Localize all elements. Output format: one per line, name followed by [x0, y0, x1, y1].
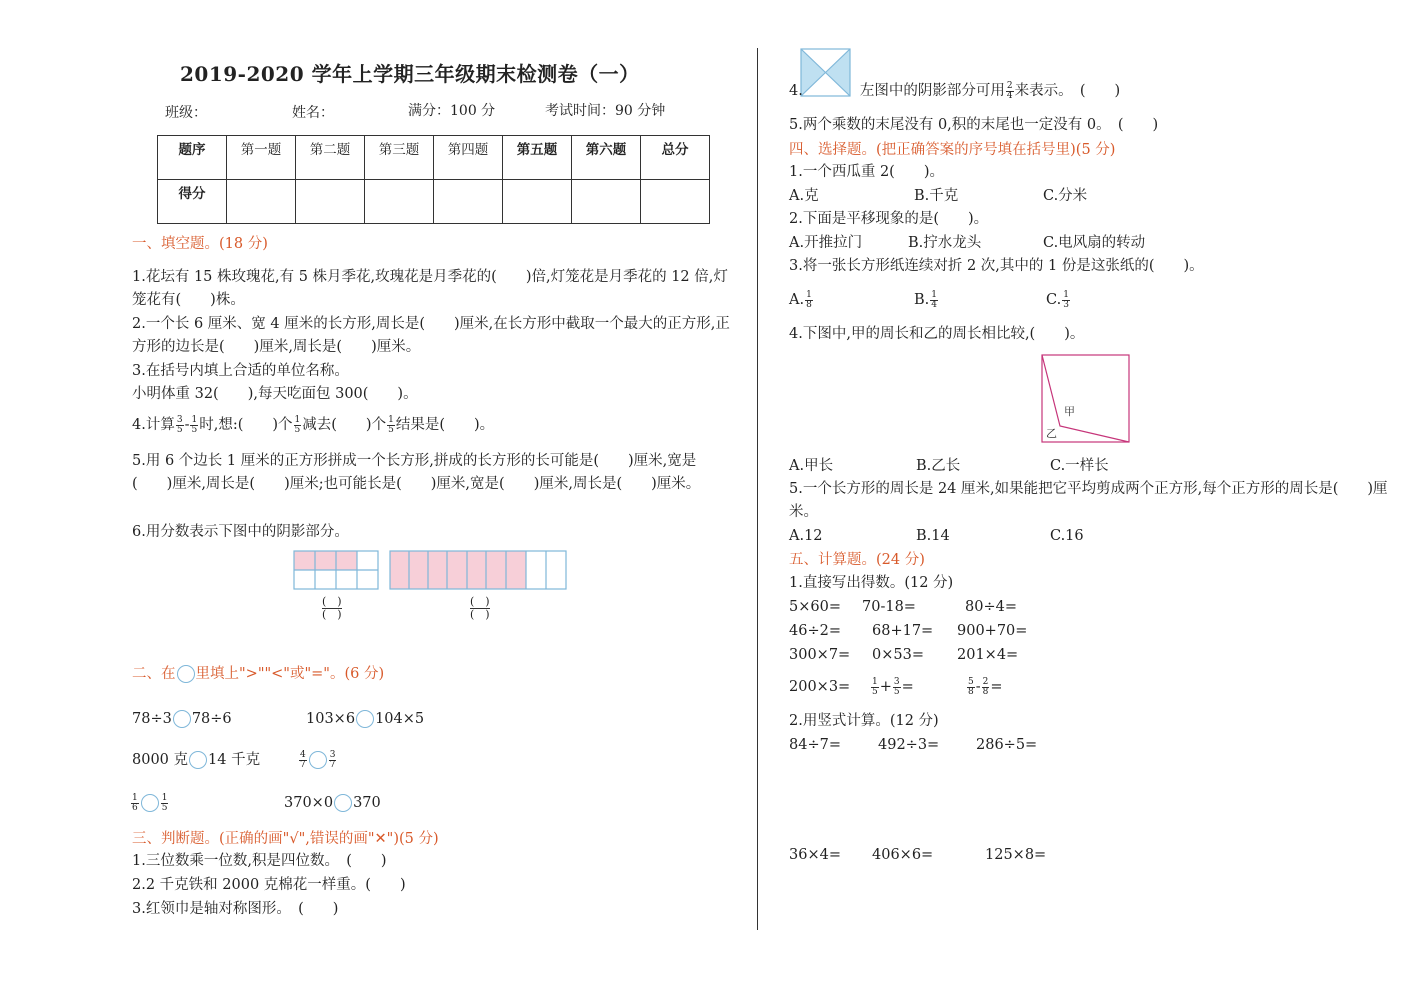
calc-item: 200×3= — [789, 679, 851, 695]
score-header-cell: 题序 — [158, 136, 227, 180]
opt-letter: A. — [789, 292, 805, 308]
fraction-5-8: $\frac{5}{8}$ — [968, 676, 974, 697]
s1-q4: 4.计算 $\frac{3}{5}$ - $\frac{1}{5}$ 时,想:( )个 $\frac{1}{5}$ 减去( )个 $\frac{1}{5}$ 结果是( )。 — [132, 414, 495, 435]
q4-prefix: 4.计算 — [132, 417, 175, 433]
fraction-1-8: $\frac{1}{8}$ — [806, 289, 812, 310]
vertical-calc-item: 286÷5= — [976, 737, 1038, 753]
s1-q5: 5.用 6 个边长 1 厘米的正方形拼成一个长方形,拼成的长方形的长可能是( )厘米,宽是( )厘米,周长是( )厘米;也可能长是( )厘米,宽是( )厘米,周长是( )厘米。 — [132, 453, 701, 492]
s2-heading-a: 二、在 — [132, 666, 176, 682]
s5-sub1: 1.直接写出得数。(12 分) — [789, 575, 954, 591]
compare-6 — [284, 792, 381, 815]
s1-q2: 2.一个长 6 厘米、宽 4 厘米的长方形,周长是( )厘米,在长方形中截取一个最大的正方形,正方形的边长是( )厘米,周长是( )厘米。 — [132, 316, 730, 355]
vertical-calc-item: 84÷7= — [789, 737, 841, 753]
score-input-cell[interactable] — [296, 180, 365, 224]
s4-q2-opt-b: B.拧水龙头 — [908, 235, 982, 251]
circle-icon — [177, 665, 195, 683]
s3-q4-text: 左图中的阴影部分可用 — [859, 83, 1005, 99]
name-label: 姓名： — [292, 105, 334, 121]
exam-time: 考试时间：90 分钟 — [545, 103, 666, 119]
compare-5 — [130, 792, 169, 815]
score-input-cell[interactable] — [572, 180, 641, 224]
q4-suffix: 结果是( )。 — [395, 417, 495, 433]
figure-label-yi: 乙 — [1046, 427, 1057, 440]
compare-circle[interactable] — [189, 751, 207, 769]
s4-q1-opt-c: C.分米 — [1043, 188, 1088, 204]
compare-right: 78÷6 — [191, 711, 232, 727]
calc-item: 46÷2= — [789, 623, 841, 639]
s1-q6: 6.用分数表示下图中的阴影部分。 — [132, 524, 349, 540]
opt-letter: B. — [914, 292, 930, 308]
compare-left: 370×0 — [284, 795, 334, 811]
compare-right: 14 千克 — [208, 752, 261, 768]
s4-q5-opt-c: C.16 — [1050, 528, 1084, 544]
s1-q3b: 小明体重 32( ),每天吃面包 300( )。 — [132, 386, 418, 402]
score-input-cell[interactable] — [434, 180, 503, 224]
calc-item-fraction-sum: $\frac{1}{5}$ + $\frac{3}{5}$ = — [872, 676, 914, 697]
fraction-3-5: $\frac{3}{5}$ — [176, 414, 183, 435]
fraction-grid-a — [292, 549, 382, 593]
s4-q4: 4.下图中,甲的周长和乙的周长相比较,( )。 — [789, 326, 1085, 342]
fraction-1-3: $\frac{1}{3}$ — [1063, 289, 1069, 310]
s3-q2: 2.2 千克铁和 2000 克棉花一样重。( ) — [132, 877, 406, 893]
s4-q5: 5.一个长方形的周长是 24 厘米,如果能把它平均剪成两个正方形,每个正方形的周长是( )厘米。 — [789, 481, 1388, 520]
compare-4 — [298, 749, 337, 772]
score-header-cell: 第六题 — [572, 136, 641, 180]
s4-q4-opt-c: C.一样长 — [1050, 458, 1109, 474]
calc-item: 300×7= — [789, 647, 851, 663]
calc-item-fraction-diff: $\frac{5}{8}$ - $\frac{2}{8}$ = — [968, 676, 1003, 697]
compare-right: 104×5 — [375, 711, 425, 727]
blank-numerator: ( ) — [470, 595, 490, 608]
s4-q5-opt-a: A.12 — [789, 528, 823, 544]
calc-item: 900+70= — [957, 623, 1028, 639]
score-table — [157, 135, 710, 224]
score-header-cell: 第三题 — [365, 136, 434, 180]
score-input-cell[interactable] — [365, 180, 434, 224]
fraction-2-8: $\frac{2}{8}$ — [982, 676, 989, 697]
s5-sub2: 2.用竖式计算。(12 分) — [789, 713, 939, 729]
compare-2 — [306, 708, 424, 731]
calc-item: 80÷4= — [965, 599, 1017, 615]
score-header-cell: 第四题 — [434, 136, 503, 180]
s4-q3-opt-a — [789, 289, 814, 312]
vertical-calc-item: 125×8= — [985, 847, 1047, 863]
fraction-4-7: $\frac{4}{7}$ — [300, 749, 306, 770]
compare-circle[interactable] — [173, 710, 191, 728]
s1-q1: 1.花坛有 15 株玫瑰花,有 5 株月季花,玫瑰花是月季花的( )倍,灯笼花是月季花的 12 倍,灯笼花有( )株。 — [132, 269, 728, 308]
score-header-cell: 第五题 — [503, 136, 572, 180]
page-title: 2019-2020 学年上学期三年级期末检测卷（一） — [180, 62, 640, 86]
vertical-calc-item: 406×6= — [872, 847, 934, 863]
fraction-3-5: $\frac{3}{5}$ — [893, 676, 900, 697]
fraction-1-4: $\frac{1}{4}$ — [931, 289, 937, 310]
s1-q3a: 3.在括号内填上合适的单位名称。 — [132, 363, 349, 379]
score-header-cell: 第二题 — [296, 136, 365, 180]
s4-q1: 1.一个西瓜重 2( )。 — [789, 164, 944, 180]
compare-circle[interactable] — [309, 751, 327, 769]
s4-q3-opt-b — [914, 289, 939, 312]
blank-denominator: ( ) — [322, 608, 342, 621]
s4-q1-opt-a: A.克 — [789, 188, 819, 204]
section4-heading: 四、选择题。(把正确答案的序号填在括号里)(5 分) — [789, 142, 1116, 158]
score-input-cell[interactable] — [503, 180, 572, 224]
compare-left: 103×6 — [306, 711, 356, 727]
s3-q3: 3.红领巾是轴对称图形。 ( ) — [132, 901, 339, 917]
fraction-1-5: $\frac{1}{5}$ — [388, 414, 394, 435]
score-header-cell: 第一题 — [227, 136, 296, 180]
score-input-cell[interactable] — [227, 180, 296, 224]
perimeter-figure — [1040, 353, 1132, 445]
compare-left: 8000 克 — [132, 752, 189, 768]
s3-q4-prefix: 4. — [789, 83, 803, 99]
section5-heading: 五、计算题。(24 分) — [789, 552, 925, 568]
s4-q1-opt-b: B.千克 — [914, 188, 959, 204]
compare-right: 370 — [353, 795, 381, 811]
opt-letter: C. — [1046, 292, 1062, 308]
calc-item: 5×60= — [789, 599, 841, 615]
fraction-1-5: $\frac{1}{5}$ — [294, 414, 301, 435]
calc-item: 0×53= — [872, 647, 924, 663]
s2-heading-b: 里填上">""<"或"="。(6 分) — [195, 666, 385, 682]
s4-q5-opt-b: B.14 — [916, 528, 950, 544]
fraction-2-4: $\frac{2}{4}$ — [1006, 80, 1013, 101]
compare-circle[interactable] — [334, 794, 352, 812]
score-row-label: 得分 — [158, 180, 227, 224]
column-divider — [757, 48, 758, 930]
s3-q5: 5.两个乘数的末尾没有 0,积的末尾也一定没有 0。 ( ) — [789, 117, 1159, 133]
s4-q2-opt-c: C.电风扇的转动 — [1043, 235, 1146, 251]
calc-item: 68+17= — [872, 623, 934, 639]
s4-q2-opt-a: A.开推拉门 — [789, 235, 863, 251]
section3-heading: 三、判断题。(正确的画"√",错误的画"✕")(5 分) — [132, 831, 439, 847]
score-input-cell[interactable] — [641, 180, 710, 224]
s4-q2: 2.下面是平移现象的是( )。 — [789, 211, 989, 227]
figure-label-jia: 甲 — [1064, 405, 1075, 418]
blank-numerator: ( ) — [322, 595, 342, 608]
compare-circle[interactable] — [141, 794, 159, 812]
s4-q4-opt-b: B.乙长 — [916, 458, 961, 474]
s4-q3-opt-c — [1046, 289, 1071, 312]
section2-heading — [132, 662, 384, 683]
fraction-1-5: $\frac{1}{5}$ — [191, 414, 198, 435]
s4-q4-opt-a: A.甲长 — [789, 458, 834, 474]
compare-1 — [132, 708, 232, 731]
q4-mid1: 时,想:( )个 — [199, 417, 293, 433]
s3-q1: 1.三位数乘一位数,积是四位数。 ( ) — [132, 853, 387, 869]
s3-q4-suffix: 来表示。 ( ) — [1014, 83, 1121, 99]
s3-q4 — [789, 80, 1120, 103]
fraction-1-5: $\frac{1}{5}$ — [161, 792, 168, 813]
s4-q3: 3.将一张长方形纸连续对折 2 次,其中的 1 份是这张纸的( )。 — [789, 258, 1204, 274]
fraction-1-5: $\frac{1}{5}$ — [872, 676, 878, 697]
compare-left: 78÷3 — [132, 711, 172, 727]
fraction-grid-b — [387, 549, 569, 593]
section1-heading: 一、填空题。(18 分) — [132, 236, 268, 252]
answer-blank-fraction[interactable] — [322, 596, 342, 621]
vertical-calc-item: 36×4= — [789, 847, 841, 863]
fraction-3-7: $\frac{3}{7}$ — [329, 749, 336, 770]
compare-3 — [132, 749, 260, 772]
score-header-cell: 总分 — [641, 136, 710, 180]
calc-item: 70-18= — [862, 599, 916, 615]
compare-circle[interactable] — [356, 710, 374, 728]
q4-mid2: 减去( )个 — [302, 417, 387, 433]
calc-item: 201×4= — [957, 647, 1019, 663]
blank-denominator: ( ) — [470, 608, 490, 621]
full-score: 满分：100 分 — [408, 103, 496, 119]
fraction-1-6: $\frac{1}{6}$ — [132, 792, 138, 813]
class-label: 班级： — [165, 105, 207, 121]
answer-blank-fraction[interactable] — [470, 596, 490, 621]
vertical-calc-item: 492÷3= — [878, 737, 940, 753]
